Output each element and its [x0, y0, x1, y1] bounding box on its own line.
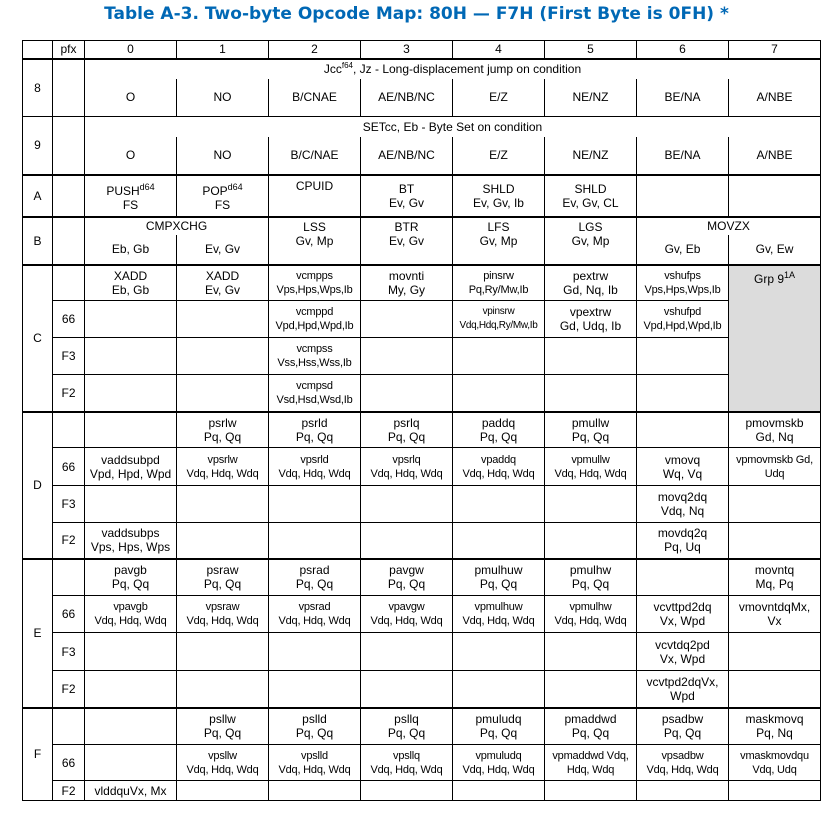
opcode-cell: vmovntdqMx, Vx — [729, 596, 821, 633]
opcode-cell: NO — [177, 79, 269, 117]
opcode-cell: vpaddq Vdq, Hdq, Wdq — [453, 448, 545, 486]
row-d-66 — [23, 448, 821, 486]
opcode-cell: BE/NA — [637, 137, 729, 175]
cmpxchg-banner: CMPXCHG — [85, 217, 269, 235]
opcode-cell: Gv, Eb — [637, 235, 729, 265]
row-8-cells — [23, 79, 821, 117]
opcode-cell — [85, 633, 177, 671]
opcode-cell: $PUSH^{d64}$ FS — [85, 175, 177, 217]
opcode-cell: vcvttpd2dq Vx, Wpd — [637, 596, 729, 633]
opcode-cell — [637, 412, 729, 448]
opcode-cell: pslld Pq, Qq — [269, 708, 361, 745]
opcode-cell: vaddsubpd Vpd, Hpd, Wpd — [85, 448, 177, 486]
opcode-cell: vpmuludq Vdq, Hdq, Wdq — [453, 745, 545, 781]
opcode-cell: LFS Gv, Mp — [453, 217, 545, 265]
opcode-cell: pmovmskb Gd, Nq — [729, 412, 821, 448]
opcode-cell — [729, 781, 821, 801]
opcode-cell — [637, 375, 729, 412]
opcode-cell — [361, 671, 453, 708]
row-c-f2 — [23, 375, 821, 412]
opcode-cell: pmulhw Pq, Qq — [545, 559, 637, 596]
pfx-cell: F3 — [53, 338, 85, 375]
opcode-cell — [545, 523, 637, 559]
opcode-cell: vpmaddwd Vdq, Hdq, Wdq — [545, 745, 637, 781]
opcode-cell — [637, 559, 729, 596]
row-d-f3 — [23, 486, 821, 523]
row-e-66 — [23, 596, 821, 633]
row-9-cells — [23, 137, 821, 175]
pfx-cell — [53, 117, 85, 175]
opcode-cell — [729, 671, 821, 708]
col-header-5: 5 — [545, 41, 637, 59]
opcode-cell: vlddquVx, Mx — [85, 781, 177, 801]
pfx-cell — [53, 559, 85, 596]
opcode-cell — [361, 375, 453, 412]
opcode-cell — [361, 301, 453, 338]
opcode-cell: vpmullw Vdq, Hdq, Wdq — [545, 448, 637, 486]
opcode-cell — [453, 633, 545, 671]
row-c-main — [23, 265, 821, 301]
opcode-cell: vshufpd Vpd,Hpd,Wpd,Ib — [637, 301, 729, 338]
opcode-cell: pmulhuw Pq, Qq — [453, 559, 545, 596]
opcode-cell — [453, 486, 545, 523]
opcode-cell — [729, 175, 821, 217]
opcode-cell: vcmpps Vps,Hps,Wps,Ib — [269, 265, 361, 301]
opcode-cell: E/Z — [453, 137, 545, 175]
col-header-1: 1 — [177, 41, 269, 59]
pfx-cell: F3 — [53, 633, 85, 671]
opcode-cell — [545, 671, 637, 708]
opcode-cell — [177, 671, 269, 708]
row-f-main — [23, 708, 821, 745]
opcode-cell — [85, 412, 177, 448]
opcode-cell — [545, 781, 637, 801]
opcode-cell: Eb, Gb — [85, 235, 177, 265]
opcode-cell: vpsrlw Vdq, Hdq, Wdq — [177, 448, 269, 486]
opcode-cell: pextrw Gd, Nq, Ib — [545, 265, 637, 301]
row-e-main — [23, 559, 821, 596]
opcode-cell — [453, 671, 545, 708]
jcc-banner: Jcc$^{f64}$, Jz - Long-displacement jump on condition — [85, 59, 821, 79]
opcode-cell: vpextrw Gd, Udq, Ib — [545, 301, 637, 338]
opcode-cell — [177, 633, 269, 671]
opcode-cell — [545, 338, 637, 375]
opcode-cell: A/NBE — [729, 137, 821, 175]
opcode-cell — [453, 338, 545, 375]
col-header-6: 6 — [637, 41, 729, 59]
opcode-cell — [545, 633, 637, 671]
row-e-f3 — [23, 633, 821, 671]
opcode-cell: NO — [177, 137, 269, 175]
opcode-cell: pmaddwd Pq, Qq — [545, 708, 637, 745]
row-label-8: 8 — [23, 59, 53, 117]
pfx-cell: F2 — [53, 375, 85, 412]
opcode-cell: vcmpss Vss,Hss,Wss,Ib — [269, 338, 361, 375]
opcode-cell: LGS Gv, Mp — [545, 217, 637, 265]
opcode-cell: XADD Eb, Gb — [85, 265, 177, 301]
opcode-cell — [637, 175, 729, 217]
pfx-cell: 66 — [53, 301, 85, 338]
opcode-cell — [85, 708, 177, 745]
opcode-cell — [361, 338, 453, 375]
row-f-66 — [23, 745, 821, 781]
opcode-cell: vpavgb Vdq, Hdq, Wdq — [85, 596, 177, 633]
pfx-cell: 66 — [53, 745, 85, 781]
opcode-cell: maskmovq Pq, Nq — [729, 708, 821, 745]
row-c-66 — [23, 301, 821, 338]
opcode-cell: vpsadbw Vdq, Hdq, Wdq — [637, 745, 729, 781]
opcode-cell: SHLD Ev, Gv, Ib — [453, 175, 545, 217]
grp9-superscript: 1A — [784, 269, 796, 280]
opcode-cell: movdq2q Pq, Uq — [637, 523, 729, 559]
opcode-cell: B/CNAE — [269, 79, 361, 117]
opcode-cell: psrad Pq, Qq — [269, 559, 361, 596]
opcode-cell: psllq Pq, Qq — [361, 708, 453, 745]
opcode-cell — [269, 781, 361, 801]
row-label-e: E — [23, 559, 53, 708]
opcode-cell — [637, 338, 729, 375]
opcode-cell: NE/NZ — [545, 137, 637, 175]
opcode-cell: AE/NB/NC — [361, 137, 453, 175]
opcode-cell: pmullw Pq, Qq — [545, 412, 637, 448]
opcode-cell: psrlw Pq, Qq — [177, 412, 269, 448]
opcode-cell: psllw Pq, Qq — [177, 708, 269, 745]
pfx-cell — [53, 217, 85, 265]
opcode-cell: vpmulhw Vdq, Hdq, Wdq — [545, 596, 637, 633]
opcode-cell: vpmovmskb Gd, Udq — [729, 448, 821, 486]
opcode-cell: movntq Mq, Pq — [729, 559, 821, 596]
opcode-cell: psrlq Pq, Qq — [361, 412, 453, 448]
opcode-cell: vcvtpd2dqVx, Wpd — [637, 671, 729, 708]
opcode-cell: XADD Ev, Gv — [177, 265, 269, 301]
opcode-cell: vpsrld Vdq, Hdq, Wdq — [269, 448, 361, 486]
row-label-f: F — [23, 708, 53, 801]
opcode-cell: O — [85, 137, 177, 175]
jcc-superscript: f64 — [341, 61, 353, 70]
opcode-cell — [85, 375, 177, 412]
pfx-cell — [53, 59, 85, 117]
opcode-cell: vmovq Wq, Vq — [637, 448, 729, 486]
pfx-cell: F2 — [53, 671, 85, 708]
opcode-cell — [361, 633, 453, 671]
opcode-cell: CPUID — [269, 175, 361, 217]
row-c-f3 — [23, 338, 821, 375]
opcode-cell — [545, 486, 637, 523]
opcode-cell: O — [85, 79, 177, 117]
opcode-cell — [177, 301, 269, 338]
opcode-cell: vpavgw Vdq, Hdq, Wdq — [361, 596, 453, 633]
opcode-cell: movnti My, Gy — [361, 265, 453, 301]
opcode-cell: LSS Gv, Mp — [269, 217, 361, 265]
opcode-cell — [453, 523, 545, 559]
opcode-cell — [177, 486, 269, 523]
opcode-cell: vcmpsd Vsd,Hsd,Wsd,Ib — [269, 375, 361, 412]
opcode-cell: vpinsrw Vdq,Hdq,Ry/Mw,Ib — [453, 301, 545, 338]
opcode-cell: Ev, Gv — [177, 235, 269, 265]
opcode-cell: pavgb Pq, Qq — [85, 559, 177, 596]
opcode-cell — [85, 301, 177, 338]
pfx-cell: F2 — [53, 523, 85, 559]
opcode-cell: vpsraw Vdq, Hdq, Wdq — [177, 596, 269, 633]
opcode-cell — [85, 671, 177, 708]
opcode-cell: A/NBE — [729, 79, 821, 117]
opcode-cell: vshufps Vps,Hps,Wps,Ib — [637, 265, 729, 301]
opcode-cell: vpsllw Vdq, Hdq, Wdq — [177, 745, 269, 781]
opcode-cell: vpsrlq Vdq, Hdq, Wdq — [361, 448, 453, 486]
opcode-cell — [729, 523, 821, 559]
opcode-cell — [729, 486, 821, 523]
opcode-cell: AE/NB/NC — [361, 79, 453, 117]
opcode-cell: SHLD Ev, Gv, CL — [545, 175, 637, 217]
opcode-cell: vpsllq Vdq, Hdq, Wdq — [361, 745, 453, 781]
pfx-cell — [53, 412, 85, 448]
table-title: Table A-3. Two-byte Opcode Map: 80H — F7H (First Byte is 0FH) * — [104, 4, 729, 24]
opcode-cell — [177, 523, 269, 559]
movzx-banner: MOVZX — [637, 217, 821, 235]
opcode-cell — [177, 375, 269, 412]
corner-cell — [23, 41, 53, 59]
row-d-main — [23, 412, 821, 448]
opcode-cell: vpsrad Vdq, Hdq, Wdq — [269, 596, 361, 633]
pfx-cell — [53, 708, 85, 745]
col-header-4: 4 — [453, 41, 545, 59]
opcode-cell — [545, 375, 637, 412]
opcode-cell — [177, 338, 269, 375]
opcode-cell: pavgw Pq, Qq — [361, 559, 453, 596]
opcode-cell — [177, 781, 269, 801]
opcode-cell: psadbw Pq, Qq — [637, 708, 729, 745]
opcode-cell: BTR Ev, Gv — [361, 217, 453, 265]
opcode-cell — [269, 486, 361, 523]
opcode-cell — [453, 375, 545, 412]
opcode-cell — [453, 781, 545, 801]
opcode-cell: Gv, Ew — [729, 235, 821, 265]
pop-superscript: d64 — [227, 181, 243, 192]
opcode-cell: NE/NZ — [545, 79, 637, 117]
opcode-cell: pinsrw Pq,Ry/Mw,Ib — [453, 265, 545, 301]
opcode-cell — [85, 745, 177, 781]
opcode-cell — [361, 486, 453, 523]
row-label-9: 9 — [23, 117, 53, 175]
opcode-cell: vcmppd Vpd,Hpd,Wpd,Ib — [269, 301, 361, 338]
opcode-cell — [85, 338, 177, 375]
opcode-cell: psraw Pq, Qq — [177, 559, 269, 596]
header-row — [23, 41, 821, 59]
row-a — [23, 175, 821, 217]
setcc-banner: SETcc, Eb - Byte Set on condition — [85, 117, 821, 137]
opcode-cell: movq2dq Vdq, Nq — [637, 486, 729, 523]
row-d-f2 — [23, 523, 821, 559]
opcode-cell: E/Z — [453, 79, 545, 117]
opcode-cell: BE/NA — [637, 79, 729, 117]
pfx-cell: F2 — [53, 781, 85, 801]
row-label-d: D — [23, 412, 53, 559]
pfx-cell: F3 — [53, 486, 85, 523]
opcode-cell — [269, 523, 361, 559]
opcode-cell: vpmulhuw Vdq, Hdq, Wdq — [453, 596, 545, 633]
opcode-cell: paddq Pq, Qq — [453, 412, 545, 448]
opcode-cell: psrld Pq, Qq — [269, 412, 361, 448]
opcode-cell: pmuludq Pq, Qq — [453, 708, 545, 745]
opcode-cell — [729, 633, 821, 671]
push-superscript: d64 — [139, 181, 155, 192]
opcode-cell — [637, 781, 729, 801]
pfx-cell — [53, 175, 85, 217]
row-label-a: A — [23, 175, 53, 217]
opcode-cell: vaddsubps Vps, Hps, Wps — [85, 523, 177, 559]
opcode-cell — [361, 523, 453, 559]
pfx-cell — [53, 265, 85, 301]
col-header-0: 0 — [85, 41, 177, 59]
opcode-cell: vpslld Vdq, Hdq, Wdq — [269, 745, 361, 781]
opcode-cell — [269, 633, 361, 671]
opcode-cell: BT Ev, Gv — [361, 175, 453, 217]
pfx-header: pfx — [53, 41, 85, 59]
opcode-cell: B/C/NAE — [269, 137, 361, 175]
opcode-cell: vcvtdq2pd Vx, Wpd — [637, 633, 729, 671]
pfx-cell: 66 — [53, 596, 85, 633]
opcode-cell — [361, 781, 453, 801]
col-header-3: 3 — [361, 41, 453, 59]
row-f-f2 — [23, 781, 821, 801]
row-label-c: C — [23, 265, 53, 412]
opcode-map-table — [22, 40, 821, 801]
pfx-cell: 66 — [53, 448, 85, 486]
col-header-7: 7 — [729, 41, 821, 59]
row-label-b: B — [23, 217, 53, 265]
opcode-cell — [269, 671, 361, 708]
opcode-cell — [85, 486, 177, 523]
row-e-f2 — [23, 671, 821, 708]
opcode-cell: $POP^{d64}$ FS — [177, 175, 269, 217]
opcode-cell: vmaskmovdqu Vdq, Udq — [729, 745, 821, 781]
col-header-2: 2 — [269, 41, 361, 59]
grp9-cell: Grp $9^{1A}$ — [729, 265, 821, 412]
